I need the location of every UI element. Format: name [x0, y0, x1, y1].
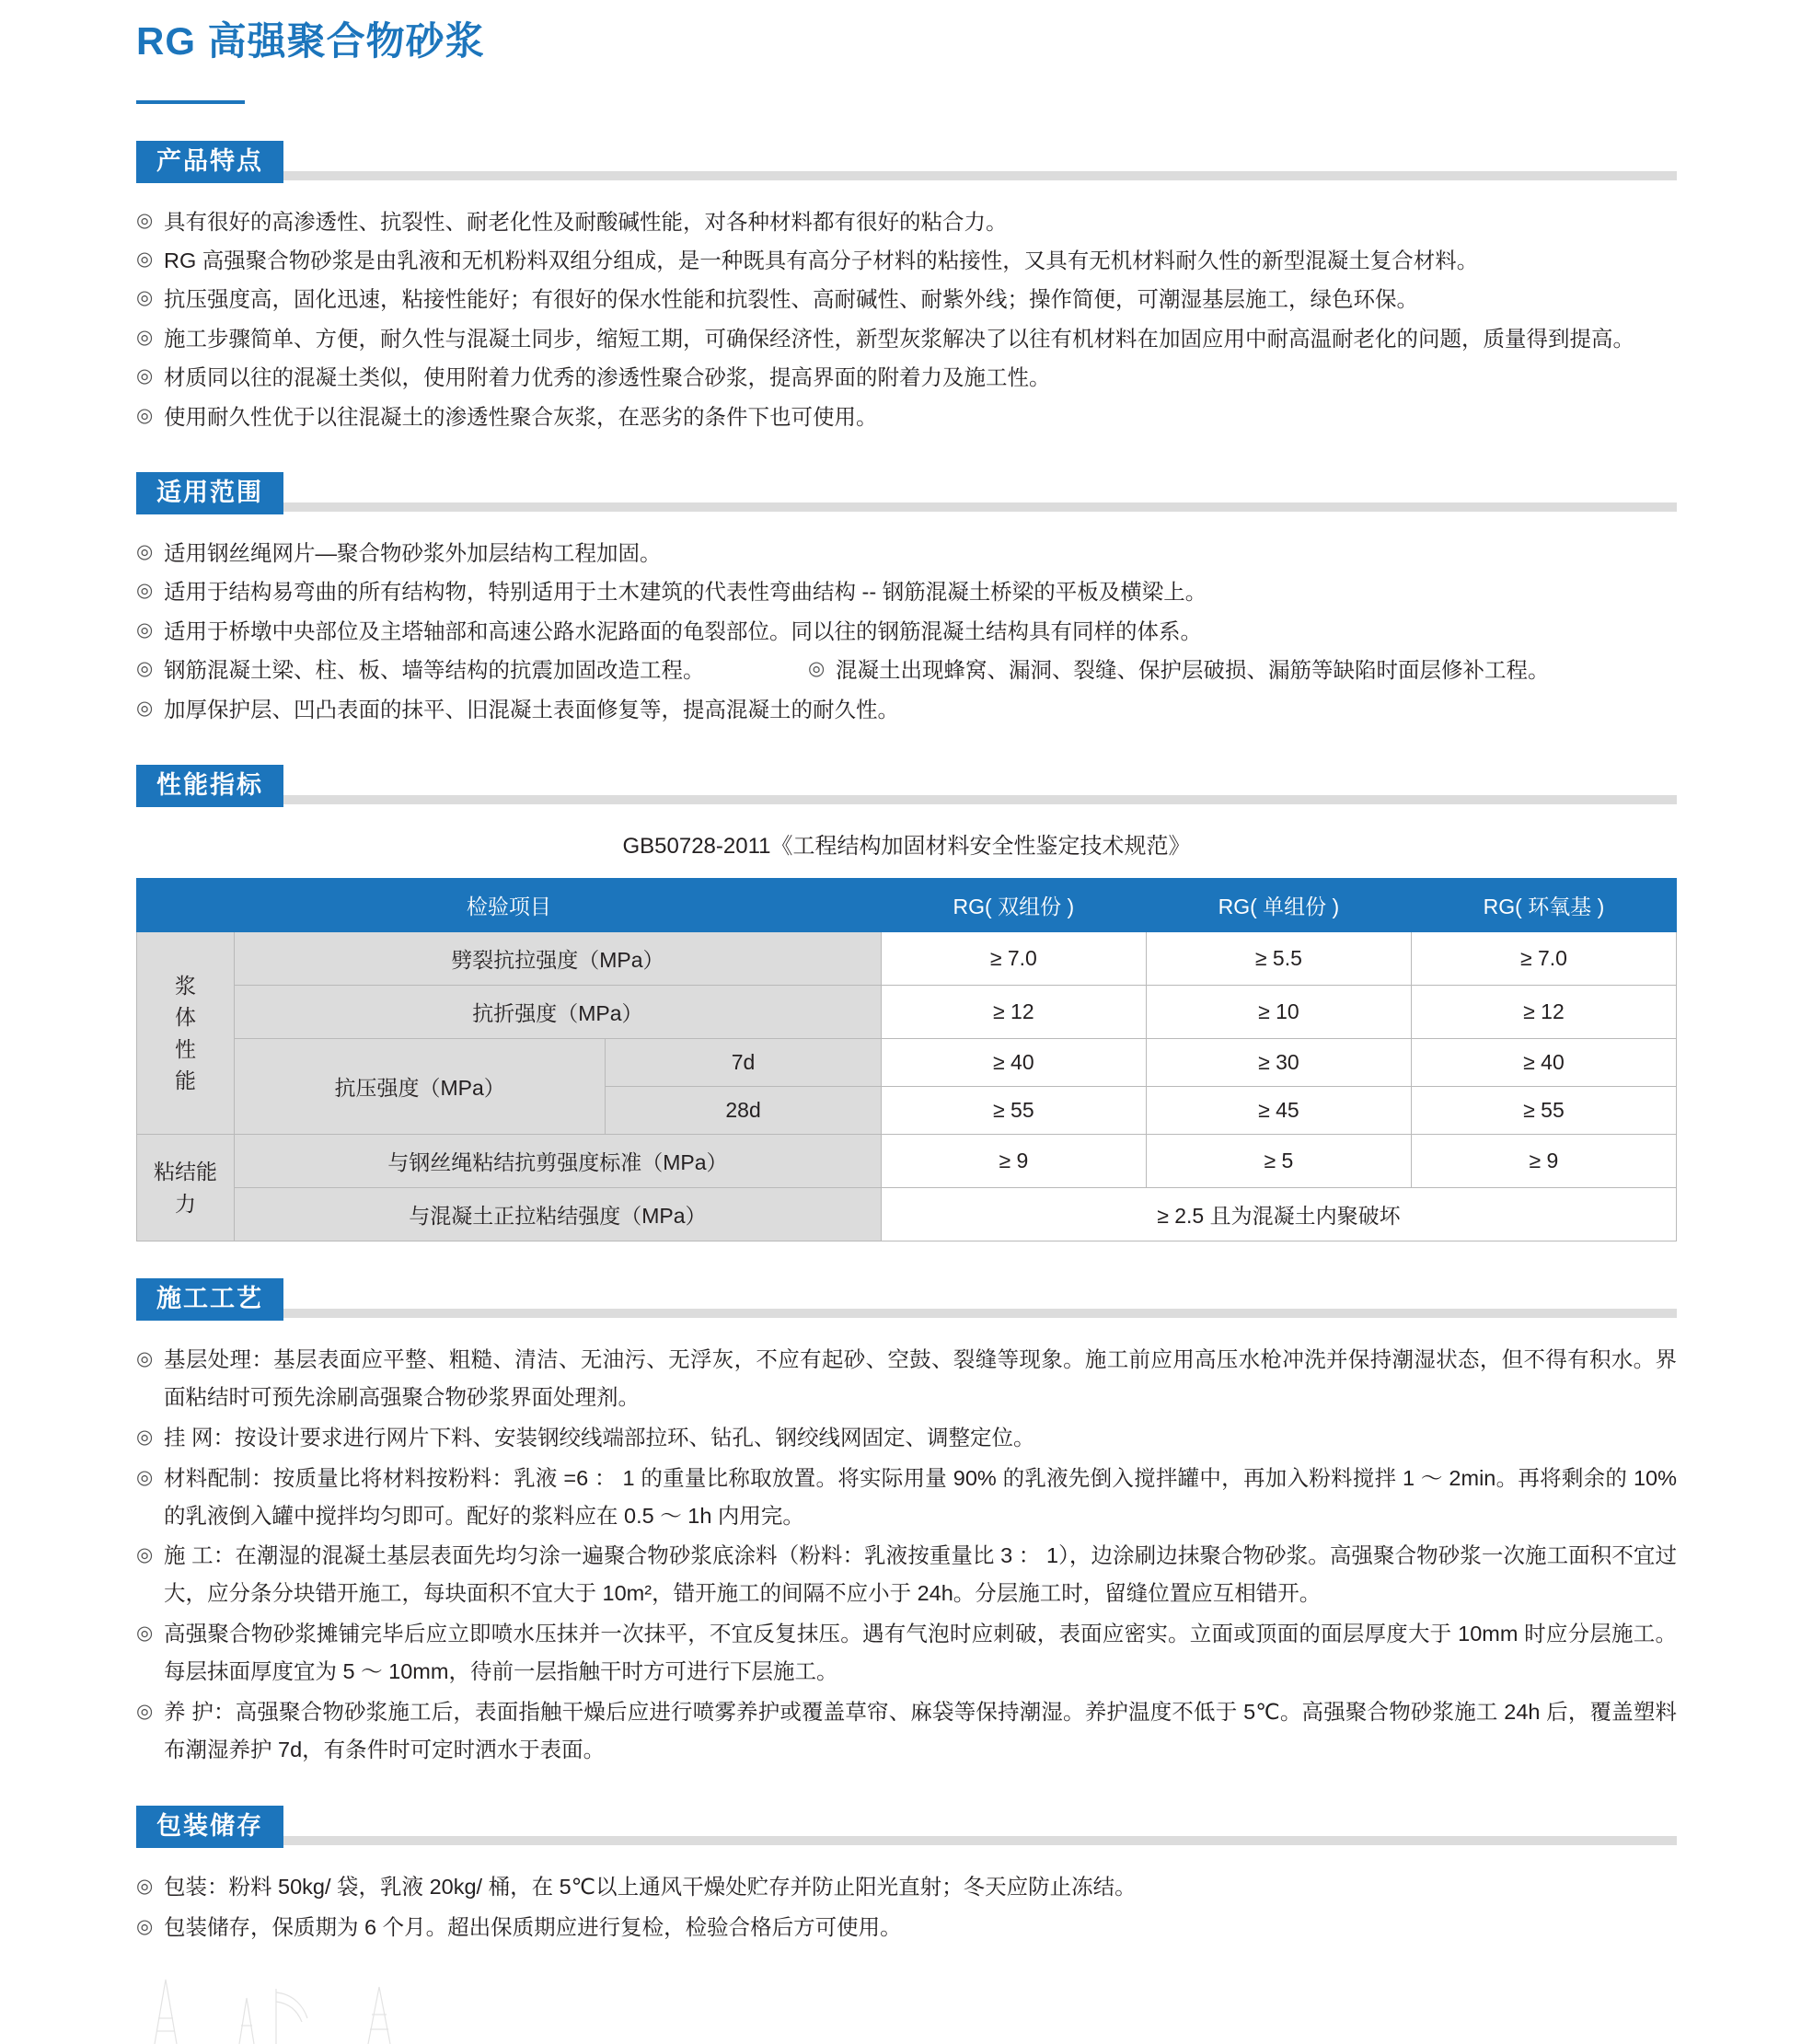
section-header-process [136, 1278, 1677, 1322]
table-header-row [137, 879, 1677, 932]
list-item: ◎ 适用于结构易弯曲的所有结构物，特别适用于土木建筑的代表性弯曲结构 -- 钢筋混凝土桥梁的平板及横梁上。 [136, 573, 1677, 610]
row-label-compressive: 抗压强度（MPa） [235, 1039, 606, 1135]
list-item: ◎ 使用耐久性优于以往混凝土的渗透性聚合灰浆，在恶劣的条件下也可使用。 [136, 398, 1677, 435]
section-packaging [0, 1806, 1813, 1986]
list-item: ◎ RG 高强聚合物砂浆是由乳液和无机粉料双组分组成，是一种既具有高分子材料的粘接性，又具有无机材料耐久性的新型混凝土复合材料。 [136, 242, 1677, 279]
row-group-label-slurry: 浆 体 性 能 [137, 932, 235, 1135]
cell-value: ≥ 12 [1411, 986, 1676, 1039]
table-caption: GB50728-2011《工程结构加固材料安全性鉴定技术规范》 [622, 834, 1191, 860]
row-label: 劈裂抗拉强度（MPa） [235, 932, 882, 986]
section-scope [0, 472, 1813, 728]
performance-table [136, 878, 1677, 1241]
column-header-rg-epoxy: RG( 环氧基 ) [1411, 879, 1676, 932]
section-header-rule [136, 795, 1677, 804]
features-list [136, 203, 1677, 435]
row-label: 抗折强度（MPa） [235, 986, 882, 1039]
column-header-rg-two-part: RG( 双组份 ) [881, 879, 1146, 932]
row-label: 与钢丝绳粘结抗剪强度标准（MPa） [235, 1135, 882, 1188]
paragraph: ◎ 高强聚合物砂浆摊铺完毕后应立即喷水压抹并一次抹平，不宜反复抹压。遇有气泡时应刺破，表面应密实。立面或顶面的面层厚度大于 10mm 时应分层施工。每层抹面厚度宜为 5 ～ 10mm，待前一层指触干时方可进行下层施工。 [136, 1615, 1677, 1691]
row-sublabel: 28d [606, 1087, 882, 1135]
section-header-scope [136, 472, 1677, 516]
section-performance [0, 765, 1813, 1241]
paragraph: ◎ 挂 网：按设计要求进行网片下料、安装钢绞线端部拉环、钻孔、钢绞线网固定、调整定位。 [136, 1419, 1677, 1457]
column-header-rg-one-part: RG( 单组份 ) [1146, 879, 1411, 932]
section-title-packaging: 包装储存 [136, 1806, 283, 1848]
paragraph: ◎ 包装储存，保质期为 6 个月。超出保质期应进行复检，检验合格后方可使用。 [136, 1909, 1677, 1946]
section-header-packaging [136, 1806, 1677, 1850]
cell-value: ≥ 7.0 [1411, 932, 1676, 986]
list-item: ◎ 施工步骤简单、方便，耐久性与混凝土同步，缩短工期，可确保经济性，新型灰浆解决了以往有机材料在加固应用中耐高温耐老化的问题，质量得到提高。 [136, 320, 1677, 357]
paragraph: ◎ 包装：粉料 50kg/ 袋，乳液 20kg/ 桶，在 5℃以上通风干燥处贮存并防止阳光直射；冬天应防止冻结。 [136, 1868, 1677, 1906]
paragraph: ◎ 材料配制：按质量比将材料按粉料：乳液 =6 ： 1 的重量比称取放置。将实际用量 90% 的乳液先倒入搅拌罐中，再加入粉料搅拌 1 ～ 2min。再将剩余的 10% 的乳液倒入罐中搅拌均匀即可。配好的浆料应在 0.5 ～ 1h 内用完。 [136, 1460, 1677, 1535]
list-item-right: ◎ 混凝土出现蜂窝、漏洞、裂缝、保护层破损、漏筋等缺陷时面层修补工程。 [808, 652, 1677, 688]
cell-value: ≥ 5.5 [1146, 932, 1411, 986]
title-block [0, 0, 1813, 104]
cell-value: ≥ 9 [881, 1135, 1146, 1188]
section-title-process: 施工工艺 [136, 1278, 283, 1321]
paragraph: ◎ 施 工：在潮湿的混凝土基层表面先均匀涂一遍聚合物砂浆底涂料（粉料：乳液按重量比 3 ： 1），边涂刷边抹聚合物砂浆。高强聚合物砂浆一次施工面积不宜过大，应分条分块错开施工，每块面积不宜大于 10m²，错开施工的间隔不应小于 24h。分层施工时，留缝位置应互相错开。 [136, 1537, 1677, 1612]
row-group-label-bond: 粘结能 力 [137, 1135, 235, 1241]
cell-value: ≥ 55 [1411, 1087, 1676, 1135]
table-row [137, 932, 1677, 986]
section-title-features: 产品特点 [136, 141, 283, 183]
row-sublabel: 7d [606, 1039, 882, 1087]
table-row [137, 1188, 1677, 1241]
section-header-features [136, 141, 1677, 185]
column-header-item: 检验项目 [137, 879, 882, 932]
list-item: ◎ 材质同以往的混凝土类似，使用附着力优秀的渗透性聚合砂浆，提高界面的附着力及施工性。 [136, 359, 1677, 396]
cell-value: ≥ 12 [881, 986, 1146, 1039]
paragraph: ◎ 基层处理：基层表面应平整、粗糙、清洁、无油污、无浮灰，不应有起砂、空鼓、裂缝等现象。施工前应用高压水枪冲洗并保持潮湿状态，但不得有积水。界面粘结时可预先涂刷高强聚合物砂浆界面处理剂。 [136, 1341, 1677, 1416]
list-item: ◎ 具有很好的高渗透性、抗裂性、耐老化性及耐酸碱性能，对各种材料都有很好的粘合力。 [136, 203, 1677, 240]
paragraph: ◎ 养 护：高强聚合物砂浆施工后，表面指触干燥后应进行喷雾养护或覆盖草帘、麻袋等保持潮湿。养护温度不低于 5℃。高强聚合物砂浆施工 24h 后，覆盖塑料布潮湿养护 7d，有条件时可定时洒水于表面。 [136, 1693, 1677, 1769]
row-label: 与混凝土正拉粘结强度（MPa） [235, 1188, 882, 1241]
cell-value: ≥ 10 [1146, 986, 1411, 1039]
cell-value: ≥ 30 [1146, 1039, 1411, 1087]
table-row [137, 1039, 1677, 1087]
section-title-performance: 性能指标 [136, 765, 283, 807]
cell-value: ≥ 55 [881, 1087, 1146, 1135]
cell-value: ≥ 5 [1146, 1135, 1411, 1188]
list-item: ◎ 加厚保护层、凹凸表面的抹平、旧混凝土表面修复等，提高混凝土的耐久性。 [136, 691, 1677, 728]
cell-value: ≥ 45 [1146, 1087, 1411, 1135]
cell-value: ≥ 40 [881, 1039, 1146, 1087]
section-header-rule [136, 502, 1677, 512]
scope-list [136, 535, 1677, 728]
section-header-performance [136, 765, 1677, 809]
list-item-left: ◎ 钢筋混凝土梁、柱、板、墙等结构的抗震加固改造工程。 [164, 658, 705, 683]
table-row [137, 1135, 1677, 1188]
table-row [137, 986, 1677, 1039]
section-process [0, 1278, 1813, 1769]
cell-value: ≥ 9 [1411, 1135, 1676, 1188]
page-title: RG 高强聚合物砂浆 [136, 19, 485, 63]
list-item: ◎ 适用钢丝绳网片—聚合物砂浆外加层结构工程加固。 [136, 535, 1677, 572]
cell-value-merged: ≥ 2.5 且为混凝土内聚破坏 [881, 1188, 1676, 1241]
cell-value: ≥ 40 [1411, 1039, 1676, 1087]
section-title-scope: 适用范围 [136, 472, 283, 514]
section-header-rule [136, 1309, 1677, 1318]
section-header-rule [136, 1836, 1677, 1845]
cell-value: ≥ 7.0 [881, 932, 1146, 986]
list-item-two-column [136, 652, 1677, 688]
section-header-rule [136, 171, 1677, 180]
title-underline [136, 100, 245, 104]
list-item: ◎ 适用于桥墩中央部位及主塔轴部和高速公路水泥路面的龟裂部位。同以往的钢筋混凝土结构具有同样的体系。 [136, 613, 1677, 650]
section-features [0, 141, 1813, 435]
list-item: ◎ 抗压强度高，固化迅速，粘接性能好；有很好的保水性能和抗裂性、高耐碱性、耐紫外线；操作简便，可潮湿基层施工，绿色环保。 [136, 281, 1677, 318]
